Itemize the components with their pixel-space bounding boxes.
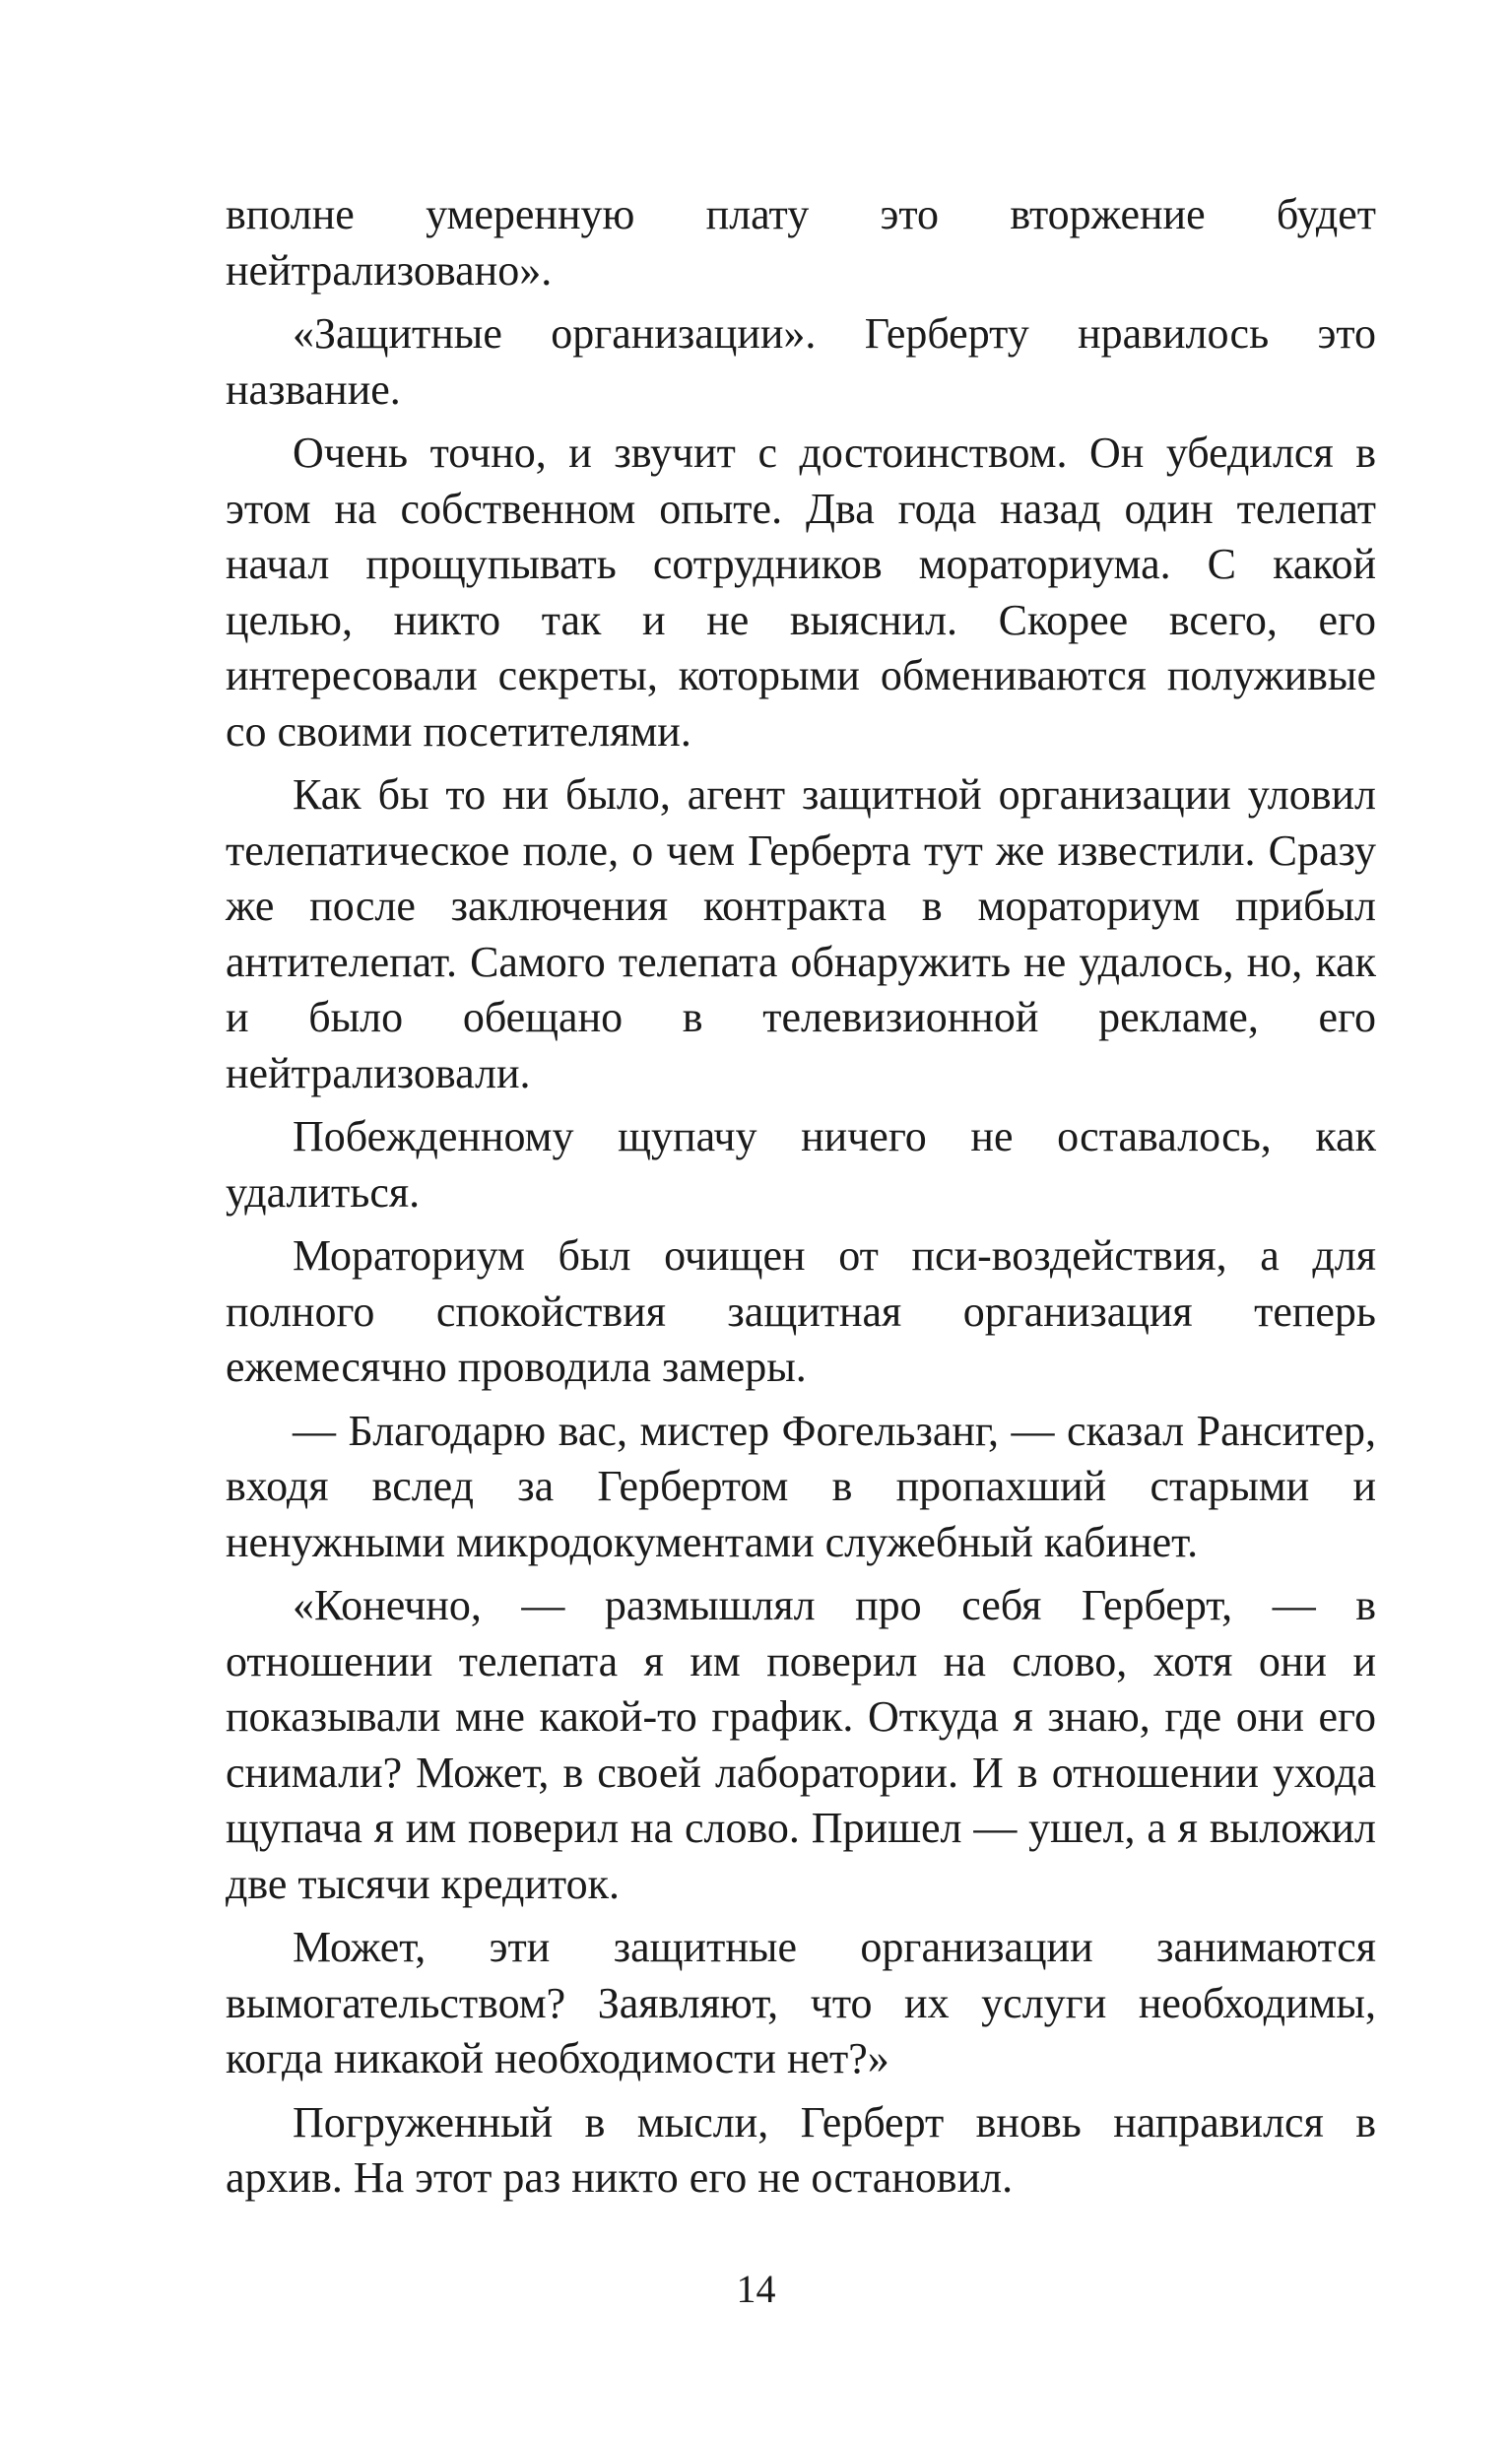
paragraph-7: — Благодарю вас, мистер Фогельзанг, — сказал Ранситер, входя вслед за Гербертом в пропахший старыми и ненужными микродокументами служебный кабинет. bbox=[226, 1406, 1376, 1566]
paragraph-5: Побежденному щупачу ничего не оставалось, как удалиться. bbox=[226, 1112, 1376, 1217]
paragraph-6: Мораториум был очищен от пси-воздействия, а для полного спокойствия защитная организация теперь ежемесячно проводила замеры. bbox=[226, 1231, 1376, 1391]
paragraph-4: Как бы то ни было, агент защитной организации уловил телепатическое поле, о чем Герберта тут же известили. Сразу же после заключения контракта в мораториум прибыл антителепат. Самого телепата обнаружить не удалось, но, как и было обещано в телевизионной рекламе, его нейтрализовали. bbox=[226, 770, 1376, 1097]
paragraph-8: «Конечно, — размышлял про себя Герберт, — в отношении телепата я им поверил на слово, хотя они и показывали мне какой-то график. Откуда я знаю, где они его снимали? Может, в своей лаборатории. И в отношении ухода щупача я им поверил на слово. Пришел — ушел, а я выложил две тысячи кредиток. bbox=[226, 1581, 1376, 1908]
page-body bbox=[226, 187, 1376, 2214]
paragraph-9: Может, эти защитные организации занимаются вымогательством? Заявляют, что их услуги необходимы, когда никакой необходимости нет?» bbox=[226, 1923, 1376, 2082]
paragraph-10: Погруженный в мысли, Герберт вновь направился в архив. На этот раз никто его не остановил. bbox=[226, 2097, 1376, 2202]
paragraph-3: Очень точно, и звучит с достоинством. Он убедился в этом на собственном опыте. Два года назад один телепат начал прощупывать сотрудников мораториума. С какой целью, никто так и не выяснил. Скорее всего, его интересовали секреты, которыми обмениваются полуживые со своими посетителями. bbox=[226, 429, 1376, 756]
paragraph-1: вполне умеренную плату это вторжение будет нейтрализовано». bbox=[226, 190, 1376, 295]
paragraph-2: «Защитные организации». Герберту нравилось это название. bbox=[226, 309, 1376, 414]
page-number: 14 bbox=[736, 2267, 776, 2311]
